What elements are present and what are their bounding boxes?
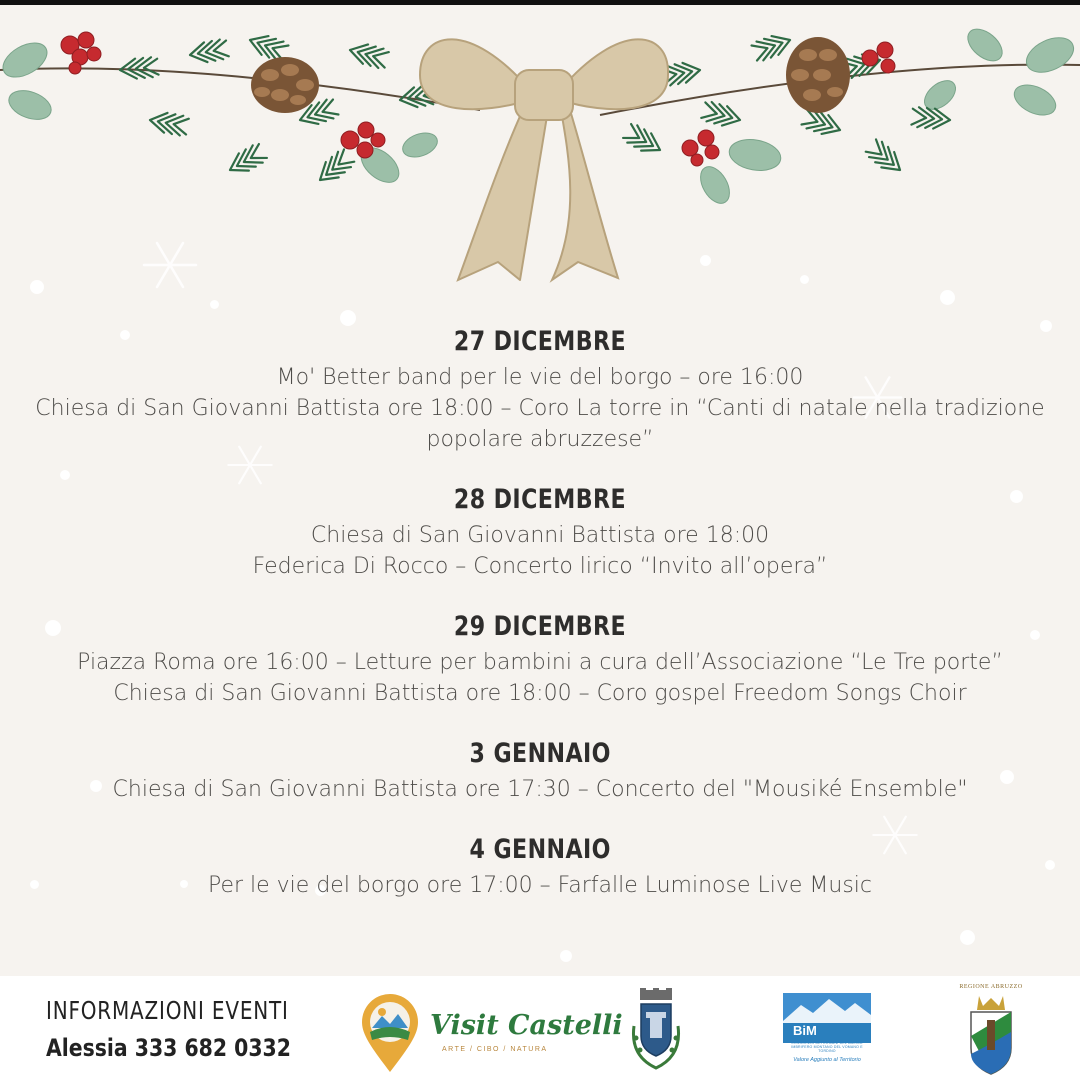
day-block	[0, 607, 1080, 709]
event-line: Federica Di Rocco – Concerto lirico “Invito all’opera”	[252, 554, 828, 579]
pine-cone-icon	[251, 57, 319, 113]
day-date: 27 DICEMBRE	[453, 326, 627, 357]
info-title: INFORMAZIONI EVENTI	[46, 996, 289, 1025]
burlap-bow-icon	[420, 39, 668, 280]
event-line: Chiesa di San Giovanni Battista ore 18:00 – Coro gospel Freedom Songs Choir	[113, 681, 967, 706]
pine-cone-icon	[786, 37, 850, 113]
bim-fine-print: CONSORZIO DEI COMUNI DEL BACINO IMBRIFERO MONTANO DEL VOMANO E TORDINO	[791, 1041, 863, 1053]
snow-dot	[960, 930, 975, 945]
bim-tagline: Valore Aggiunto al Territorio	[793, 1057, 861, 1063]
event-line: Per le vie del borgo ore 17:00 – Farfalle Luminose Live Music	[207, 873, 873, 898]
event-line: Piazza Roma ore 16:00 – Letture per bambini a cura dell’Associazione “Le Tre porte”	[77, 650, 1003, 675]
event-program	[0, 322, 1080, 926]
event-line: Chiesa di San Giovanni Battista ore 18:00	[310, 523, 770, 548]
visit-castelli-pin-icon	[360, 994, 420, 1074]
visit-castelli-title: Visit Castelli	[430, 1010, 623, 1041]
day-block	[0, 480, 1080, 582]
regione-label: REGIONE ABRUZZO	[959, 984, 1023, 990]
event-line: Chiesa di San Giovanni Battista ore 17:30 – Concerto del "Mousiké Ensemble"	[112, 777, 968, 802]
regione-abruzzo-crest-icon	[961, 992, 1021, 1076]
day-block	[0, 734, 1080, 805]
bim-name: BiM	[793, 1023, 817, 1038]
christmas-garland-decoration	[0, 0, 1080, 290]
municipal-crest-icon	[626, 986, 686, 1076]
event-line: Mo' Better band per le vie del borgo – ore 16:00	[276, 365, 804, 390]
day-date: 28 DICEMBRE	[453, 484, 627, 515]
snow-dot	[210, 300, 219, 309]
snow-dot	[560, 950, 572, 962]
day-block	[0, 322, 1080, 455]
day-date: 4 GENNAIO	[469, 834, 611, 865]
day-date: 3 GENNAIO	[469, 738, 611, 769]
day-block	[0, 830, 1080, 901]
day-date: 29 DICEMBRE	[453, 611, 627, 642]
snow-dot	[940, 290, 955, 305]
bim-logo	[783, 993, 871, 1069]
event-line: popolare abruzzese”	[426, 427, 654, 452]
event-line: Chiesa di San Giovanni Battista ore 18:00 – Coro La torre in “Canti di natale nella tradizione	[35, 396, 1045, 421]
visit-castelli-tagline: ARTE / CIBO / NATURA	[442, 1046, 548, 1053]
footer	[0, 976, 1080, 1081]
regione-abruzzo-logo	[958, 984, 1024, 1076]
visit-castelli-logo	[360, 994, 623, 1074]
info-contact: Alessia 333 682 0332	[46, 1034, 291, 1062]
